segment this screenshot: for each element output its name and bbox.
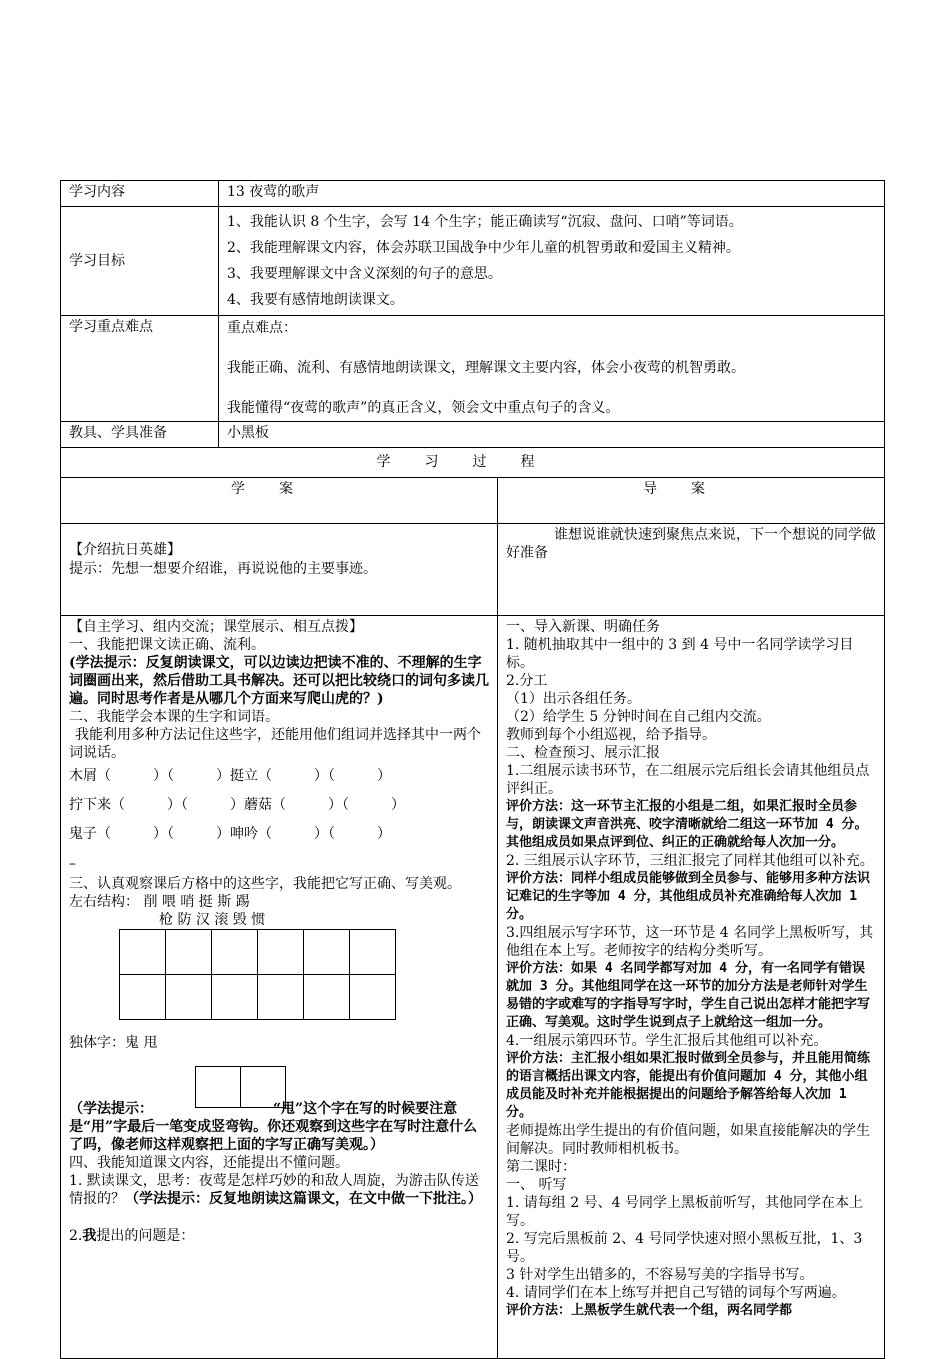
- key-point-2: 我能懂得“夜莺的歌声”的真正含义，领会文中重点句子的含义。: [227, 400, 620, 416]
- word-row-2: 拧下来（ ）（ ）蘑菇（ ）（ ）: [69, 797, 405, 813]
- r16: 2. 写完后黑板前 2、4 号同学快速对照小黑板互批，1、3 号。: [506, 1231, 863, 1265]
- r8: 1.二组展示读书环节，在二组展示完后组长会请其他组员点评纠正。: [506, 763, 870, 797]
- eval-2: 评价方法：同样小组成员能够做到全员参与、能够用多种方法识记难记的生字等加 4 分，其他组成员补充准确给每人次加 1 分。: [506, 871, 871, 922]
- tools-row: [61, 422, 885, 448]
- right-column: [498, 616, 885, 1359]
- left-l1: 一、我能把课文读正确、流利。: [69, 637, 265, 653]
- key-row: [61, 316, 885, 422]
- tools-label: 教具、学具准备: [61, 422, 219, 448]
- left-l1-hint: (学法提示：反复朗读课文，可以边读边把读不准的、不理解的生字词圈画出来，然后借助工具书解决。还可以把比较绕口的词句多读几遍。同时思考作者是从哪几个方面来写爬山虎的？): [69, 655, 489, 707]
- content-value: 13 夜莺的歌声: [219, 181, 885, 207]
- goal-3: 3、我要理解课文中含义深刻的句子的意思。: [227, 266, 502, 282]
- r3: 2.分工: [506, 673, 548, 689]
- writing-grid: [119, 929, 396, 1020]
- intro-guide-cell: [498, 524, 885, 616]
- r18: 4. 请同学们在本上练写并把自己写错的词每个写两遍。: [506, 1285, 846, 1301]
- r1: 一、导入新课、明确任务: [506, 619, 660, 635]
- single-label: 独体字：鬼 甩: [69, 1035, 158, 1051]
- left-l2-text: 我能利用多种方法记住这些字，还能用他们组词并选择其中一两个词说话。: [69, 727, 481, 761]
- left-l4: 四、我能知道课文内容，还能提出不懂问题。: [69, 1155, 349, 1171]
- tools-value: 小黑板: [219, 422, 885, 448]
- intro-hint: 提示：先想一想要介绍谁，再说说他的主要事迹。: [69, 561, 377, 577]
- key-cell: [219, 316, 885, 422]
- left-hint-2: （学法提示： “甩”这个字在写的时候要注意是“用”字最后一笔变成竖弯钩。你还观察到这些字在写时注意什么了吗，像老师这样观察把上面的字写正确写美观。）: [69, 1101, 478, 1153]
- left-l2: 二、我能学会本课的生字和词语。: [69, 709, 279, 725]
- r9: 2. 三组展示认字环节，三组汇报完了同样其他组可以补充。: [506, 853, 874, 869]
- lesson-plan-table: [60, 180, 885, 1359]
- lr-line-1: [69, 893, 491, 911]
- r14: 一、 听写: [506, 1177, 567, 1193]
- xue-an-header: 学案: [61, 478, 498, 524]
- r4: （1）出示各组任务。: [506, 691, 641, 707]
- intro-row: [61, 524, 885, 616]
- r15: 1. 请每组 2 号、4 号同学上黑板前听写，其他同学在本上写。: [506, 1195, 863, 1229]
- dao-an-header: 导案: [498, 478, 885, 524]
- left-l3: 三、认真观察课后方格中的这些字，我能把它写正确、写美观。: [69, 876, 461, 892]
- left-column: [61, 616, 498, 1359]
- goal-2: 2、我能理解课文内容，体会苏联卫国战争中少年儿童的机智勇敢和爱国主义精神。: [227, 240, 740, 256]
- lr-chars-2: 枪 防 汉 滚 毁 惯: [159, 912, 266, 928]
- lr-chars-1: 削 喂 哨 挺 斯 踢: [143, 894, 250, 910]
- main-row: [61, 616, 885, 1359]
- r10: 3.四组展示写字环节，这一环节是 4 名同学上黑板听写，其他组在本上写。老师按字的结构分类听写。: [506, 925, 874, 959]
- goals-label: 学习目标: [61, 207, 219, 316]
- process-row: [61, 448, 885, 478]
- process-title: 学习过程: [61, 448, 885, 478]
- key-point-1: 我能正确、流利、有感情地朗读课文，理解课文主要内容，体会小夜莺的机智勇敢。: [227, 360, 745, 376]
- eval-4: 评价方法：主汇报小组如果汇报时做到全员参与，并且能用简练的语言概括出课文内容，能提出有价值问题加 4 分，其他小组成员能及时补充并能根据提出的问题给予解答给每人次加 1 分。: [506, 1051, 871, 1120]
- goal-1: 1、我能认识 8 个生字，会写 14 个生字；能正确读写“沉寂、盘问、口哨”等词语。: [227, 214, 743, 230]
- r5: （2）给学生 5 分钟时间在自己组内交流。: [506, 709, 771, 725]
- dash: –: [69, 856, 76, 872]
- r6: 教师到每个小组巡视，给予指导。: [506, 727, 716, 743]
- eval-1: 评价方法：这一环节主汇报的小组是二组，如果汇报时全员参与，朗读课文声音洪亮、咬字清晰就给二组这一环节加 4 分。其他组成员如果点评到位、纠正的正确就给每人次加一分。: [506, 799, 868, 850]
- left-q2: 2.我提出的问题是：: [69, 1228, 195, 1244]
- r12: 老师提炼出学生提出的有价值问题，如果直接能解决的学生间解决。同时教师相机板书。: [506, 1123, 870, 1157]
- goals-row: [61, 207, 885, 316]
- goal-4: 4、我要有感情地朗读课文。: [227, 292, 404, 308]
- r7: 二、检查预习、展示汇报: [506, 745, 660, 761]
- r2: 1. 随机抽取其中一组中的 3 到 4 号中一名同学读学习目标。: [506, 637, 854, 671]
- intro-guide: 谁想说谁就快速到聚焦点来说，下一个想说的同学做好准备: [506, 527, 876, 561]
- r11: 4.一组展示第四环节。学生汇报后其他组可以补充。: [506, 1033, 828, 1049]
- header-row: [61, 478, 885, 524]
- goals-cell: [219, 207, 885, 316]
- key-title: 重点难点：: [227, 320, 297, 336]
- word-row-1: 木屑（ ）（ ）挺立（ ）（ ）: [69, 768, 391, 784]
- content-row: [61, 181, 885, 207]
- content-label: 学习内容: [61, 181, 219, 207]
- intro-cell: [61, 524, 498, 616]
- left-q1: 1. 默读课文，思考：夜莺是怎样巧妙的和敌人周旋，为游击队传送情报的？（学法提示：反复地朗读这篇课文，在文中做一下批注。）: [69, 1173, 482, 1207]
- left-title: 【自主学习、组内交流；课堂展示、相互点拨】: [69, 619, 363, 635]
- r17: 3 针对学生出错多的，不容易写美的字指导书写。: [506, 1267, 814, 1283]
- r13: 第二课时：: [506, 1159, 576, 1175]
- eval-3: 评价方法：如果 4 名同学都写对加 4 分，有一名同学有错误就加 3 分。其他组同学在这一环节的加分方法是老师针对学生易错的字或难写的字指导写字时，学生自己说出怎样才能把字写正确、写美观。这时学生说到点子上就给这一组加一分。: [506, 961, 871, 1030]
- intro-title: 【介绍抗日英雄】: [69, 542, 181, 558]
- eval-5: 评价方法：上黑板学生就代表一个组，两名同学都: [506, 1303, 793, 1318]
- key-label: 学习重点难点: [61, 316, 219, 422]
- lr-label: 左右结构：: [69, 894, 139, 910]
- word-row-3: 鬼子（ ）（ ）呻吟（ ）（ ）: [69, 826, 391, 842]
